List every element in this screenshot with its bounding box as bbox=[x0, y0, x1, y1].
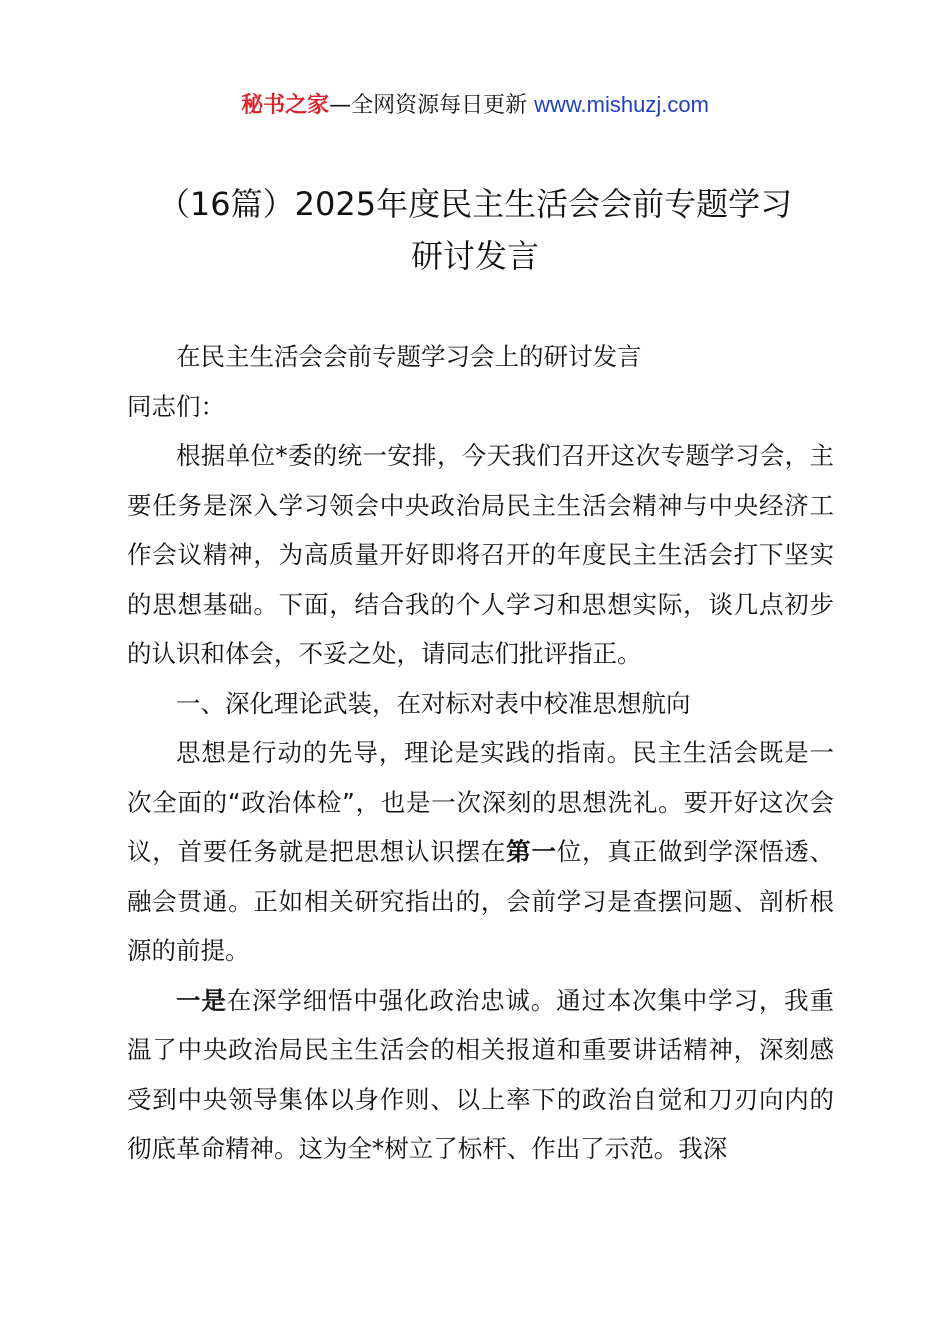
paragraph-text: 位，真正做到学深悟透、融会贯通。正如相关研究指出的，会前学习是查摆问题、剖析根源的前提。 bbox=[127, 837, 835, 965]
section-1-heading: 一、深化理论武装，在对标对表中校准思想航向 bbox=[176, 688, 691, 718]
site-url-link[interactable]: www.mishuzj.com bbox=[534, 92, 709, 117]
brand-name: 秘书之家 bbox=[241, 93, 330, 118]
bold-lead: 一是 bbox=[176, 985, 227, 1015]
header-tagline: —全网资源每日更新 bbox=[329, 93, 528, 118]
site-header bbox=[0, 88, 950, 123]
section-1-paragraph-2 bbox=[127, 976, 834, 1174]
speech-subtitle: 在民主生活会会前专题学习会上的研讨发言 bbox=[176, 342, 642, 371]
salutation: 同志们： bbox=[127, 391, 225, 421]
title-line-1: （16篇）2025年度民主生活会会前专题学习 bbox=[157, 185, 793, 223]
paragraph-text: 思想是行动的先导，理论是实践的指南。民主生活会既是一次全面的“政治体检”，也是一次深刻的思想洗礼。要开好这次会议，首要任务就是把思想认识摆在 bbox=[127, 738, 834, 866]
paragraph-text: 在深学细悟中强化政治忠诚。通过本次集中学习，我重温了中央政治局民主生活会的相关报道和重要讲话精神，深刻感受到中央领导集体以身作则、以上率下的政治自觉和刀刃向内的彻底革命精神。这为全*树立了标杆、作出了示范。我深 bbox=[127, 985, 835, 1163]
title-line-2: 研讨发言 bbox=[410, 237, 539, 275]
bold-emphasis: 第一 bbox=[506, 837, 557, 866]
document-title bbox=[60, 178, 890, 282]
document-body bbox=[127, 332, 834, 1174]
section-1-paragraph-1 bbox=[127, 728, 834, 976]
intro-paragraph: 根据单位*委的统一安排，今天我们召开这次专题学习会，主要任务是深入学习领会中央政治局民主生活会精神与中央经济工作会议精神，为高质量开好即将召开的年度民主生活会打下坚实的思想基础。下面，结合我的个人学习和思想实际，谈几点初步的认识和体会，不妥之处，请同志们批评指正。 bbox=[127, 441, 834, 668]
